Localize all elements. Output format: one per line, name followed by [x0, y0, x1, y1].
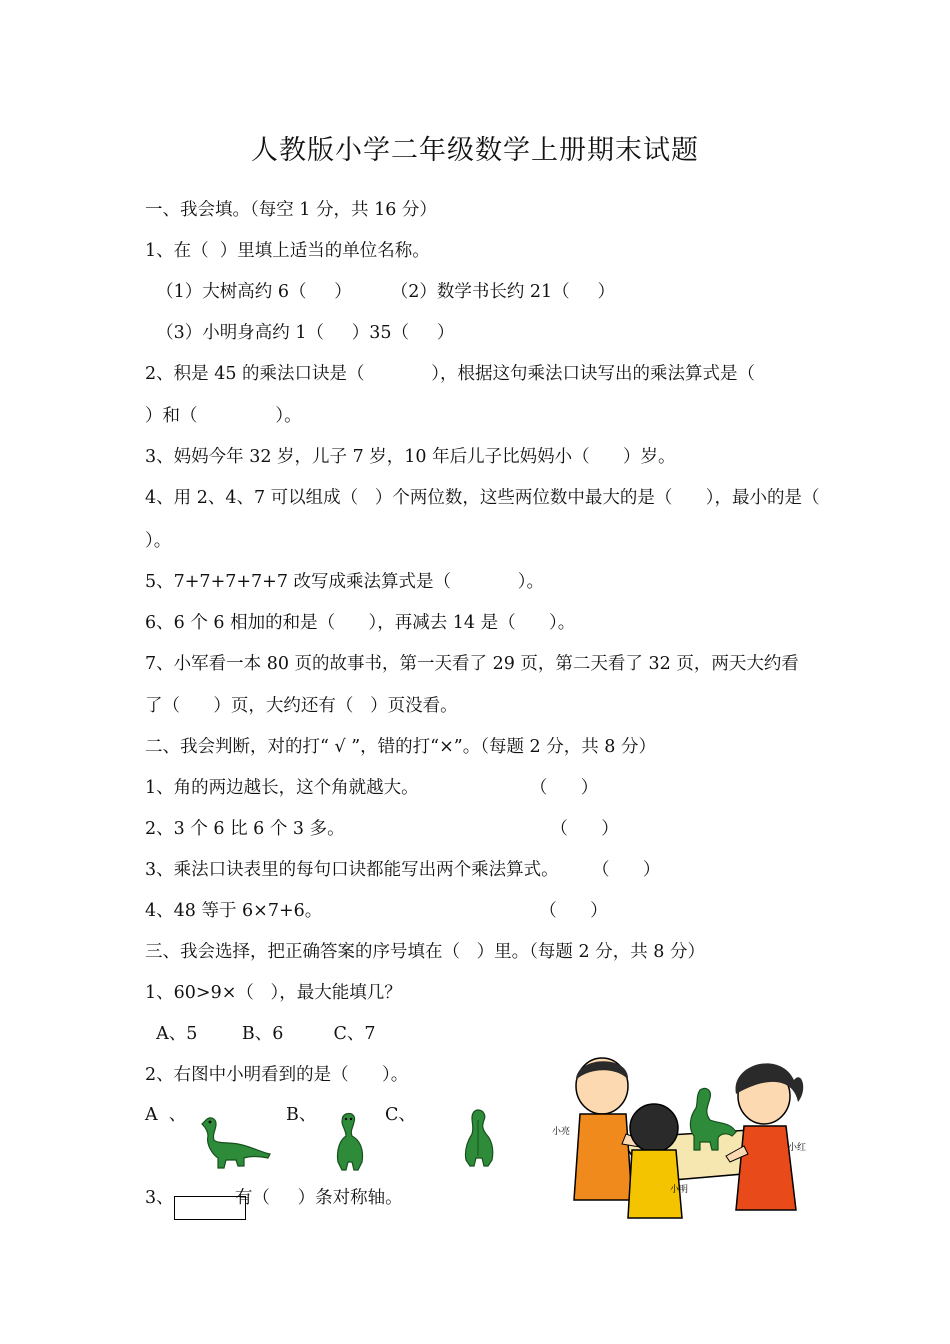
- children-viewing-dinosaur-illustration: [550, 1050, 810, 1220]
- judge-item: 2、3 个 6 比 6 个 3 多。 （ ）: [145, 819, 619, 839]
- rectangle-figure: [174, 1196, 246, 1220]
- judge-item: 1、角的两边越长，这个角就越大。 （ ）: [145, 778, 599, 798]
- dinosaur-back-view-icon: [460, 1108, 500, 1168]
- scene-label-left: 小亮: [552, 1127, 571, 1137]
- question-text: 1、在（ ）里填上适当的单位名称。: [145, 241, 430, 261]
- choice-question: 1、60>9×（ ），最大能填几？: [145, 983, 402, 1003]
- choice-question: 3、 有（ ）条对称轴。: [145, 1188, 403, 1208]
- question-text: （1）大树高约 6（ ） （2）数学书长约 21（ ）: [145, 282, 615, 302]
- section-1-heading: 一、我会填。（每空 1 分，共 16 分）: [145, 200, 437, 220]
- question-text: 5、7+7+7+7+7 改写成乘法算式是（ ）。: [145, 572, 545, 592]
- dinosaur-front-view-icon: [330, 1112, 370, 1172]
- question-text: 6、6 个 6 相加的和是（ ），再减去 14 是（ ）。: [145, 613, 576, 633]
- choice-question: 2、右图中小明看到的是（ ）。: [145, 1065, 409, 1085]
- question-text: ）和（ ）。: [145, 406, 302, 426]
- option-b-label: B、: [286, 1105, 317, 1125]
- question-text: 4、用 2、4、7 可以组成（ ）个两位数，这些两位数中最大的是（ ），最小的是（: [145, 488, 820, 508]
- scene-label-center: 小明: [670, 1185, 689, 1195]
- question-text: 了（ ）页，大约还有（ ）页没看。: [145, 696, 458, 716]
- question-text: ）。: [145, 531, 172, 551]
- section-2-heading: 二、我会判断，对的打“ √ ”，错的打“×”。（每题 2 分，共 8 分）: [145, 737, 656, 757]
- judge-item: 4、48 等于 6×7+6。 （ ）: [145, 901, 608, 921]
- section-3-heading: 三、我会选择，把正确答案的序号填在（ ）里。（每题 2 分，共 8 分）: [145, 942, 705, 962]
- question-text: （3）小明身高约 1（ ）35（ ）: [145, 323, 455, 343]
- option-a-label: A 、: [145, 1105, 187, 1125]
- scene-label-right: 小红: [788, 1143, 807, 1153]
- dinosaur-side-view-icon: [198, 1114, 274, 1170]
- option-c-label: C、: [385, 1105, 416, 1125]
- judge-item: 3、乘法口诀表里的每句口诀都能写出两个乘法算式。 （ ）: [145, 860, 661, 880]
- question-text: 2、积是 45 的乘法口诀是（ ），根据这句乘法口诀写出的乘法算式是（: [145, 364, 756, 384]
- page-title: 人教版小学二年级数学上册期末试题: [251, 135, 699, 166]
- question-text: 3、妈妈今年 32 岁，儿子 7 岁，10 年后儿子比妈妈小（ ）岁。: [145, 447, 676, 467]
- question-text: 7、小军看一本 80 页的故事书，第一天看了 29 页，第二天看了 32 页，两天大约看: [145, 654, 799, 674]
- choice-options: A、5 B、6 C、7: [145, 1024, 376, 1044]
